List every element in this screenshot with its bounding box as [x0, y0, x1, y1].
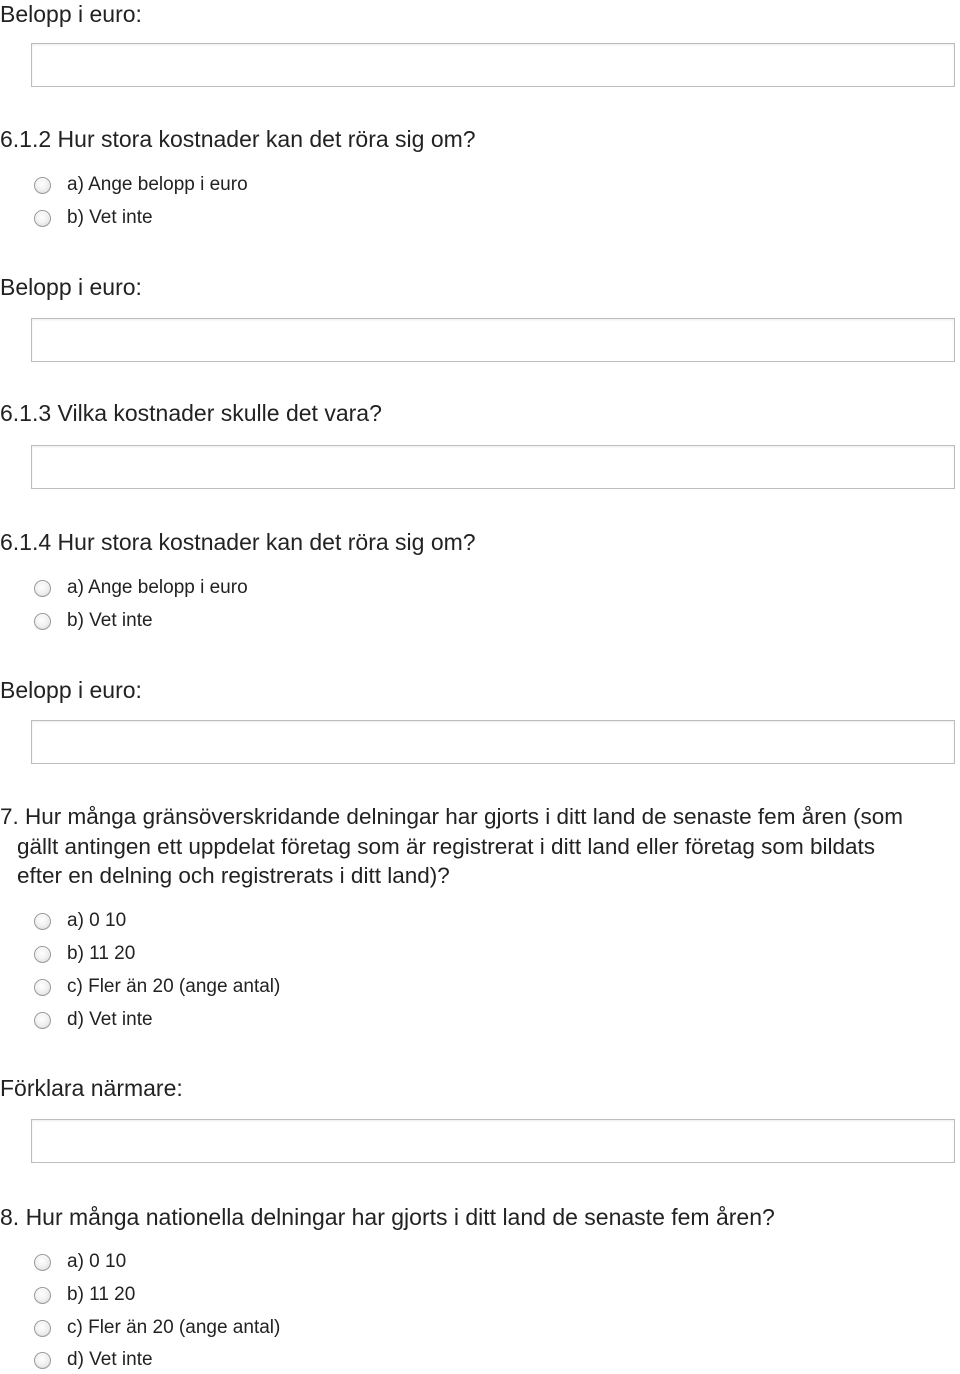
option-row[interactable]	[34, 1315, 280, 1341]
option-label: d) Vet inte	[67, 1349, 153, 1370]
amount-label: Belopp i euro:	[0, 677, 142, 703]
question-7-line: efter en delning och registrerats i ditt land)?	[17, 863, 450, 888]
option-row[interactable]	[34, 1347, 153, 1373]
radio-button[interactable]	[34, 1254, 51, 1271]
option-row[interactable]	[34, 908, 126, 934]
option-label: d) Vet inte	[67, 1009, 153, 1030]
radio-button[interactable]	[34, 913, 51, 930]
question-8: 8. Hur många nationella delningar har gjorts i ditt land de senaste fem åren?	[0, 1204, 775, 1230]
question-6-1-4: 6.1.4 Hur stora kostnader kan det röra sig om?	[0, 529, 476, 555]
explain-label: Förklara närmare:	[0, 1075, 183, 1101]
option-label: b) 11 20	[67, 943, 136, 964]
option-label: a) Ange belopp i euro	[67, 577, 248, 598]
option-row[interactable]	[34, 172, 248, 198]
option-label: a) 0 10	[67, 910, 127, 931]
option-row[interactable]	[34, 1249, 126, 1275]
option-row[interactable]	[34, 205, 153, 231]
amount-input[interactable]	[31, 43, 955, 87]
option-row[interactable]	[34, 974, 280, 1000]
costs-input[interactable]	[31, 445, 955, 489]
question-7-line: gällt antingen ett uppdelat företag som är registrerat i ditt land eller företag som bildats	[17, 833, 875, 859]
radio-button[interactable]	[34, 979, 51, 996]
option-label: b) Vet inte	[67, 207, 153, 228]
option-label: c) Fler än 20 (ange antal)	[67, 1317, 281, 1338]
option-label: c) Fler än 20 (ange antal)	[67, 976, 281, 997]
radio-button[interactable]	[34, 177, 51, 194]
radio-button[interactable]	[34, 946, 51, 963]
option-label: b) Vet inte	[67, 610, 153, 631]
question-6-1-2: 6.1.2 Hur stora kostnader kan det röra sig om?	[0, 126, 476, 152]
radio-button[interactable]	[34, 210, 51, 227]
amount-input[interactable]	[31, 720, 955, 764]
radio-button[interactable]	[34, 1352, 51, 1369]
amount-label: Belopp i euro:	[0, 274, 142, 300]
option-label: b) 11 20	[67, 1284, 136, 1305]
option-row[interactable]	[34, 1007, 153, 1033]
option-row[interactable]	[34, 1282, 135, 1308]
question-7-line: 7. Hur många gränsöverskridande delningar har gjorts i ditt land de senaste fem åren (som	[0, 804, 903, 829]
question-6-1-3: 6.1.3 Vilka kostnader skulle det vara?	[0, 400, 382, 426]
radio-button[interactable]	[34, 1287, 51, 1304]
option-row[interactable]	[34, 608, 153, 634]
option-label: a) Ange belopp i euro	[67, 174, 248, 195]
option-row[interactable]	[34, 941, 135, 967]
question-7	[0, 802, 945, 891]
radio-button[interactable]	[34, 1320, 51, 1337]
option-label: a) 0 10	[67, 1251, 127, 1272]
amount-input[interactable]	[31, 318, 955, 362]
option-row[interactable]	[34, 575, 248, 601]
radio-button[interactable]	[34, 580, 51, 597]
amount-label: Belopp i euro:	[0, 1, 142, 27]
explain-input[interactable]	[31, 1119, 955, 1163]
radio-button[interactable]	[34, 1012, 51, 1029]
radio-button[interactable]	[34, 613, 51, 630]
